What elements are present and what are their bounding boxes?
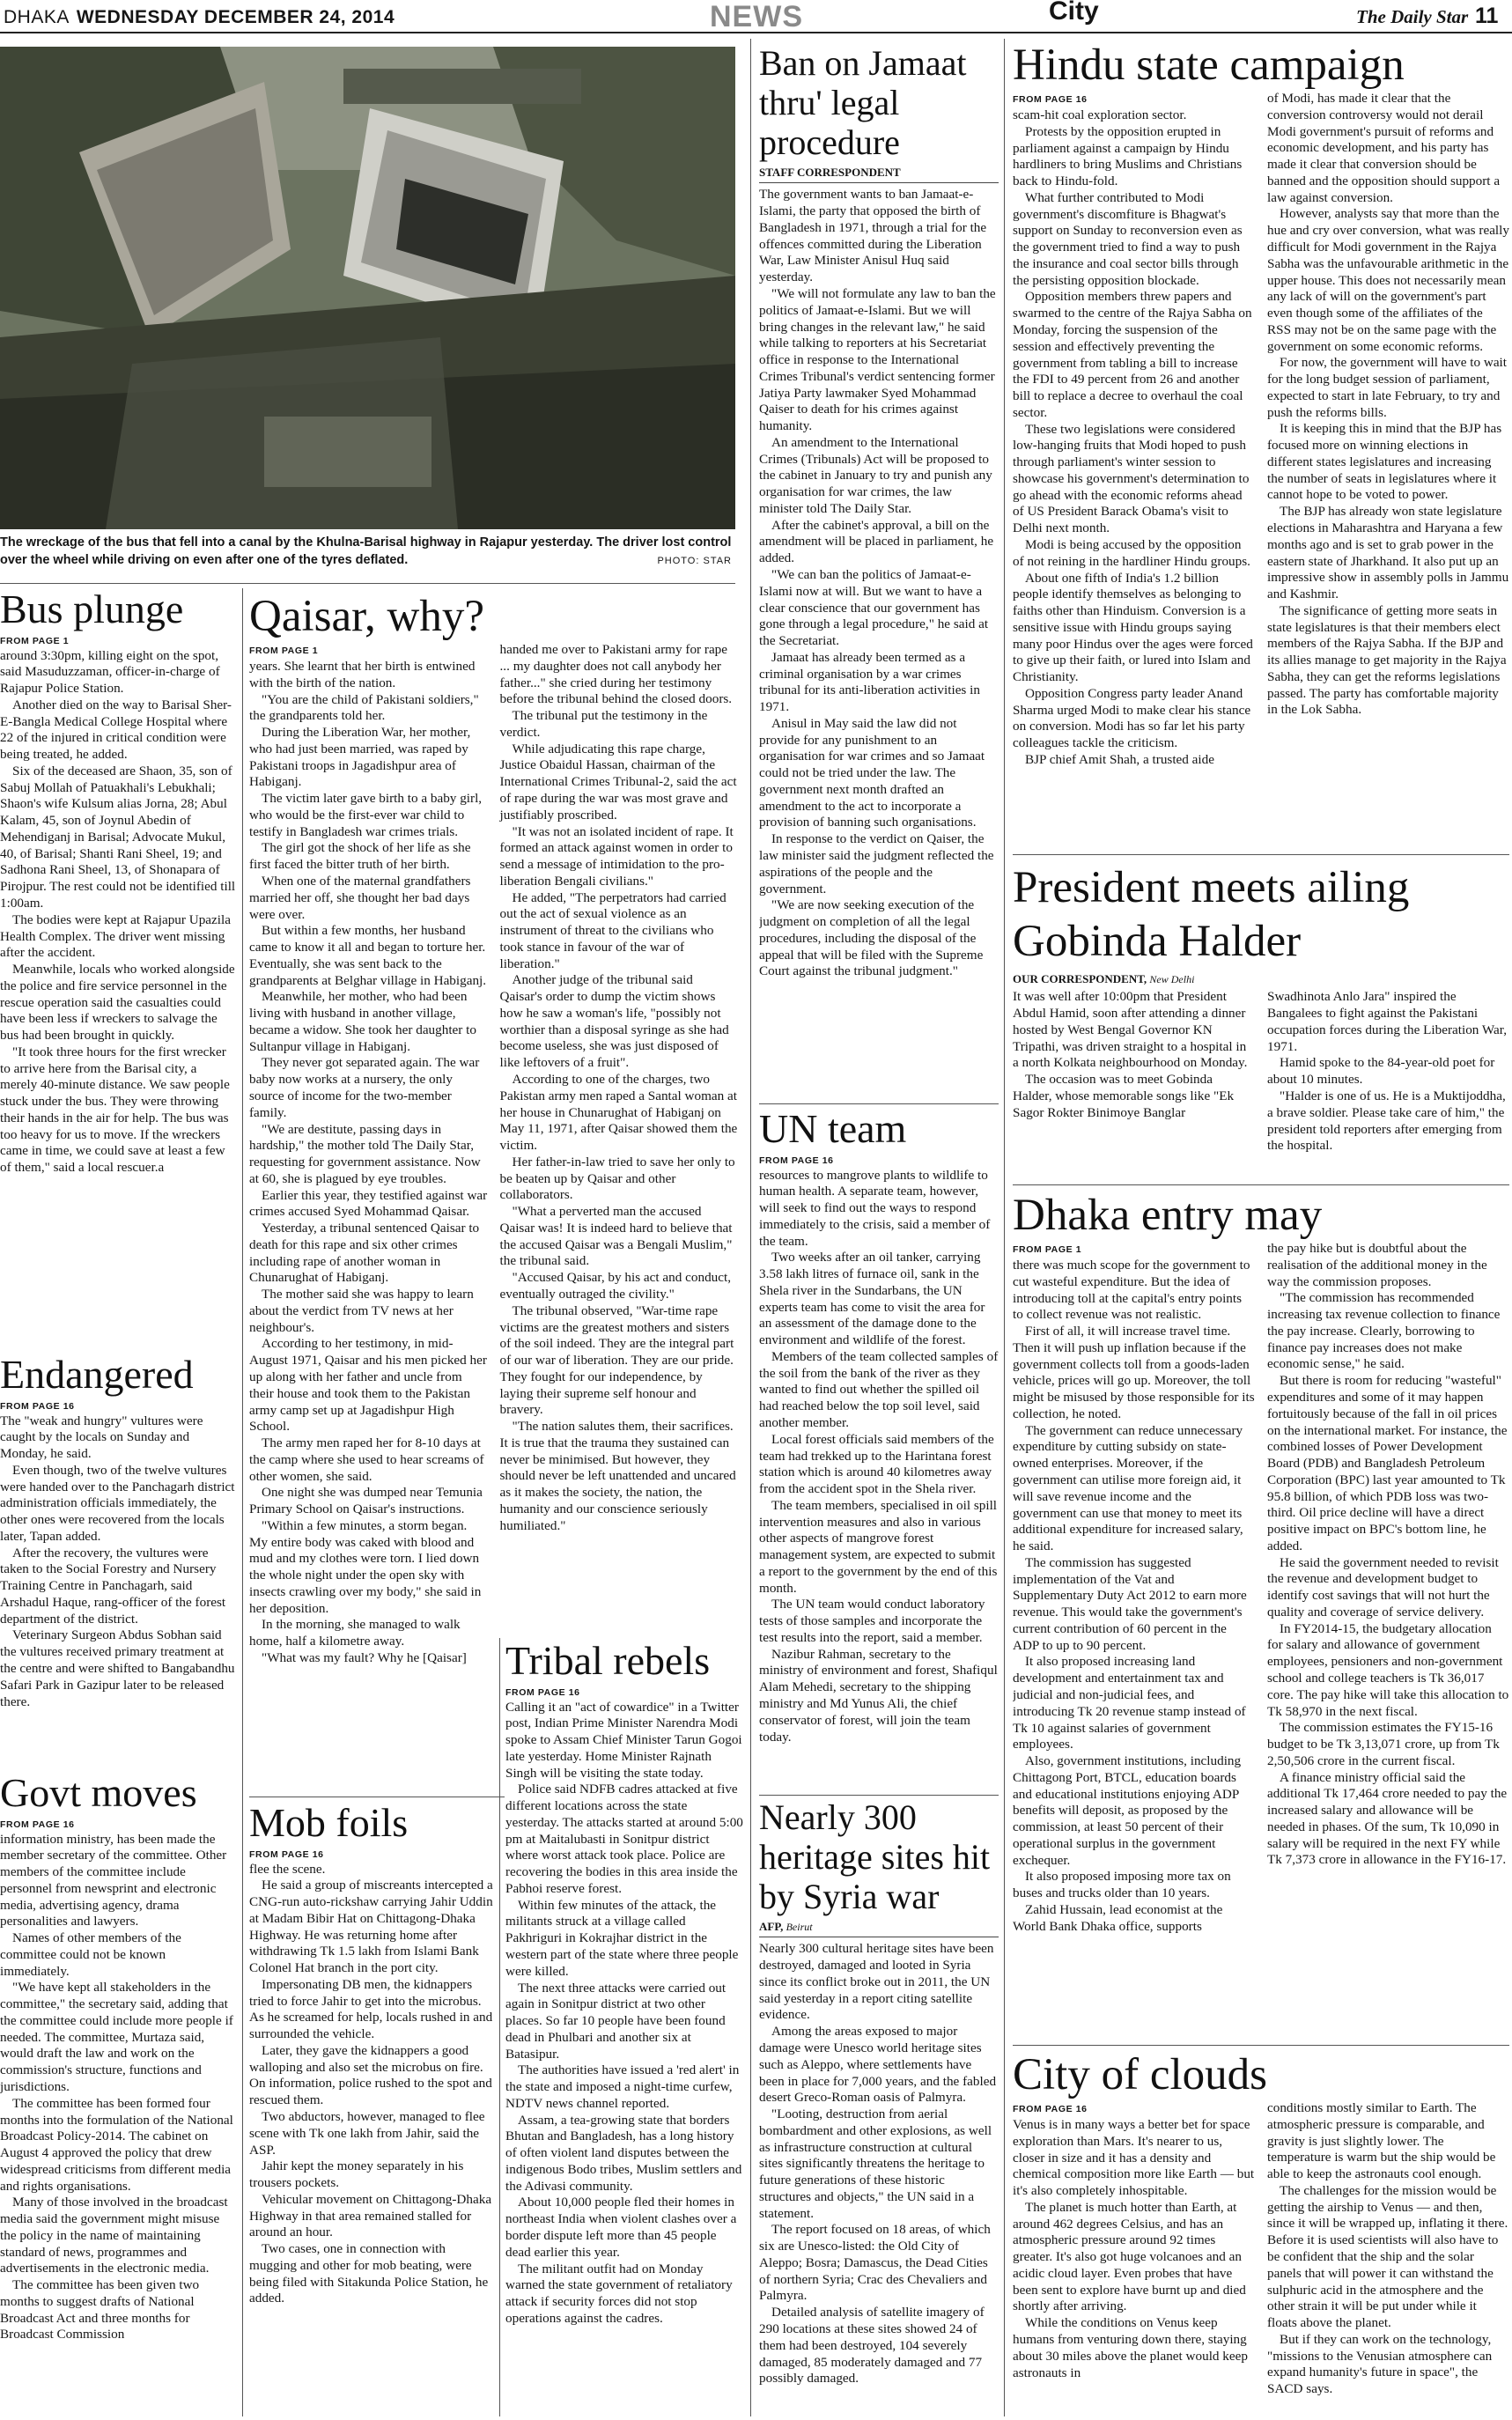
paragraph: The victim later gave birth to a baby girl, who would be the first-ever war child to testify in Bangladesh war crimes trials. (249, 791, 483, 839)
story-tribal-rebels (505, 1638, 743, 2416)
page-number: 11 (1475, 4, 1499, 28)
headline: Qaisar, why? (249, 592, 485, 641)
paragraph: scam-hit coal exploration sector. (1013, 107, 1187, 123)
paragraph: Opposition Congress party leader Anand Sharma urged Modi to make clear his stance on conversion. Modi has so far let his party colleagues tackle the criticism. (1013, 685, 1251, 751)
paragraph: "You are the child of Pakistani soldiers," the grandparents told her. (249, 691, 479, 724)
paragraph: there was much scope for the government to cut wasteful expenditure. But the idea of introducing toll at the capital's entry points to collect revenue was not realistic. (1013, 1258, 1250, 1323)
page-header (0, 0, 1512, 33)
story-body (759, 182, 999, 980)
paragraph: Anisul in May said the law did not provide for any punishment to an organisation for war crimes and so Jamaat could not be tried under the law. The government next month drafted an amendment to the act to incorporate a provision of banning such organisations. (759, 715, 985, 830)
paragraph: Another judge of the tribunal said Qaisar's order to dump the victim shows how he saw a woman's life, "possibly not worthier than a disposal syringe as she had become useless, she was just disposed of like leftovers of a fruit". (499, 972, 729, 1071)
story-rule (1013, 2045, 1509, 2046)
paragraph: Nazibur Rahman, secretary to the ministry of environment and forest, Shafiqul Alam Mehedi, secretary to the shipping ministry and Md Yunus Ali, the chief conservator of forest, will join the team today. (759, 1646, 998, 1745)
story-body (0, 1832, 236, 2344)
continuation-kicker: FROM PAGE 16 (759, 1155, 834, 1166)
story-body-column (1013, 91, 1255, 769)
headline: Nearly 300 heritage sites hit by Syria war (759, 1798, 991, 1916)
paragraph: Vehicular movement on Chittagong-Dhaka Highway in that area remained stalled for around an hour. (249, 2191, 492, 2240)
story-body-column (1267, 2100, 1509, 2398)
story-rule (1013, 854, 1509, 855)
story-president-meets-halder (1013, 861, 1509, 1168)
paragraph: BJP chief Amit Shah, a trusted aide (1025, 751, 1214, 767)
paragraph: handed me over to Pakistani army for rape ... my daughter does not call anybody her father..." she cried during her testimony before the tribunal behind the closed doors. (499, 642, 733, 707)
column-rule (242, 588, 243, 2416)
byline-place: New Delhi (1149, 973, 1195, 986)
continuation-kicker: FROM PAGE 16 (1013, 94, 1088, 106)
continuation-kicker: FROM PAGE 16 (1013, 2104, 1088, 2115)
paragraph: Two weeks after an oil tanker, carrying 3.58 lakh litres of furnace oil, sank in the Shela river in the Sundarbans, the UN experts team has come to visit the area for an assessment of the damage done to the environment and wildlife of the forest. (759, 1250, 985, 1348)
paragraph: "We have kept all stakeholders in the committee," the secretary said, adding that the committee could include more people if needed. The committee, Murtaza said, would draft the law and work on the commission's structure, functions and jurisdictions. (0, 1980, 233, 2094)
paragraph: "The nation salutes them, their sacrifices. It is true that the trauma they sustained can never be minimised. But however, they should never be left unattended and uncared as it makes the society, the nation, the humanity and our conscience seriously humiliated." (499, 1419, 736, 1533)
paragraph: It was well after 10:00pm that President Abdul Hamid, soon after attending a dinner hosted by West Bengal Governor KN Tripathi, was driven straight to a hospital in a north Kolkata neighbourhood on Monday. (1013, 989, 1248, 1071)
story-rule (1013, 1184, 1509, 1185)
paragraph: He said the government needed to revisit the revenue and development budget to identify cost savings that will not hurt the quality and coverage of service delivery. (1267, 1554, 1499, 1619)
story-mob-foils (249, 1800, 494, 2416)
paragraph: Yesterday, a tribunal sentenced Qaisar to death for this rape and six other crimes including rape of another woman in Chunarughat of Habiganj. (249, 1221, 480, 1286)
byline-author: OUR CORRESPONDENT, (1013, 972, 1147, 986)
paragraph: About 10,000 people fled their homes in northeast India when violent clashes over a border dispute left more than 45 people dead earlier this year. (505, 2195, 737, 2260)
paragraph: Another died on the way to Barisal Sher-E-Bangla Medical College Hospital where 22 of the injured in critical condition were being treated, he added. (0, 697, 232, 763)
paragraph: The mother said she was happy to learn about the verdict from TV news at her neighbour's. (249, 1287, 474, 1335)
paragraph: According to her testimony, in mid-August 1971, Qaisar and his men picked her up along with her father and uncle from their house and took them to the Pakistan army camp set up at Jagadishpur High School. (249, 1336, 487, 1435)
paragraph: The UN team would conduct laboratory tests of those samples and incorporate the test results into the report, said a member. (759, 1597, 985, 1645)
story-rule (759, 1795, 999, 1796)
continuation-kicker: FROM PAGE 1 (1013, 1244, 1082, 1256)
paragraph: The authorities have issued a 'red alert' in the state and imposed a night-time curfew, NDTV news channel reported. (505, 2062, 740, 2111)
news-photo-bus-wreckage (0, 47, 735, 529)
paragraph: Members of the team collected samples of the soil from the bank of the river as they wanted to find out whether the spilled oil had reached below the top soil level, said another member. (759, 1348, 999, 1430)
paragraph: Her father-in-law tried to save her only to be beaten up by Qaisar and other collaborators. (499, 1154, 735, 1203)
paragraph: Meanwhile, locals who worked alongside the police and fire service personnel in the rescue operation said the casualties could have been less if wreckers to salvage the bus had been brought in quickly. (0, 962, 235, 1044)
paragraph: around 3:30pm, killing eight on the spot, said Masuduzzaman, officer-in-charge of Rajapur Police Station. (0, 647, 220, 697)
story-dhaka-entry (1013, 1191, 1509, 2045)
paragraph: According to one of the charges, two Pakistan army men raped a Santal woman at her house in Chunarughat of Habiganj on May 11, 1971, after Qaisar showed them the victim. (499, 1072, 738, 1154)
paragraph: It also proposed imposing more tax on buses and trucks older than 10 years. (1013, 1869, 1231, 1901)
paragraph: "Accused Qaisar, by his act and conduct, eventually outraged the civility." (499, 1270, 732, 1302)
paragraph: Police said NDFB cadres attacked at five different locations across the state yesterday. The attacks started at around 5:00 pm at Maitalubasti in Sonitpur district where worst attack took place. Police are recovering the bodies in this area inside the Pabhoi reserve forest. (505, 1782, 743, 1896)
paragraph: The bodies were kept at Rajapur Upazila Health Complex. The driver went missing after the accident. (0, 911, 231, 961)
paragraph: The committee has been formed four months into the formulation of the National Broadcast Policy-2014. The cabinet on August 4 approved the policy that drew widespread criticisms from different media and rights organisations. (0, 2095, 233, 2194)
headline: Dhaka entry may (1013, 1191, 1323, 1240)
paragraph: Hamid spoke to the 84-year-old poet for about 10 minutes. (1267, 1055, 1495, 1088)
byline-place: Beirut (786, 1921, 813, 1934)
story-rule (759, 1103, 999, 1104)
paragraph: The commission has suggested implementation of the Vat and Supplementary Duty Act 2012 to earn more revenue. This would take the government's current contribution of 60 percent in the ADP to up to 90 percent. (1013, 1554, 1247, 1653)
story-hindu-campaign (1013, 41, 1509, 844)
story-city-of-clouds (1013, 2050, 1509, 2416)
photo-credit: PHOTO: STAR (657, 555, 732, 566)
paragraph: Earlier this year, they testified against war crimes accused Syed Mohammad Qaisar. (249, 1187, 488, 1220)
paragraph: But if they can work on the technology, "missions to the Venusian atmosphere can expand humanity's future in space", the SACD says. (1267, 2331, 1493, 2397)
paragraph: Calling it an "act of cowardice" in a Twitter post, Indian Prime Minister Narendra Modi spoke to Assam Chief Minister Tarun Gogoi late yesterday. Home Minister Rajnath Singh will be visiting the state today. (505, 1699, 742, 1781)
paragraph: The occasion was to meet Gobinda Halder, whose memorable songs like "Ek Sagor Rokter Binimoye Banglar (1013, 1072, 1235, 1120)
paragraph: conditions mostly similar to Earth. The atmospheric pressure is comparable, and gravity is just slightly lower. The temperature is warm but the ship would be able to keep the astronauts cool enough. (1267, 2100, 1496, 2182)
paragraph: Zahid Hussain, lead economist at the World Bank Dhaka office, supports (1013, 1901, 1223, 1934)
paragraph: the pay hike but is doubtful about the realisation of the additional money in the way the commission proposes. (1267, 1241, 1487, 1289)
headline: Govt moves (0, 1770, 197, 1815)
paragraph: In the morning, she managed to walk home, half a kilometre away. (249, 1617, 461, 1649)
continuation-kicker: FROM PAGE 16 (0, 1400, 75, 1412)
paragraph: It also proposed increasing land development and entertainment tax and judicial and non-judicial fees, and introducing Tk 20 revenue stamp instead of Tk 10 against salaries of government employees. (1013, 1654, 1246, 1752)
paragraph: In response to the verdict on Qaiser, the law minister said the judgment reflected the aspirations of the people and the government. (759, 831, 994, 896)
paragraph: "We will not formulate any law to ban the politics of Jamaat-e-Islami. But we will bring changes in the relevant law," he said while talking to reporters at his Secretariat office in response to the International Crimes Tribunal's verdict sentencing former Jatiya Party lawmaker Syed Mohammad Qaiser to death for his crimes against humanity. (759, 285, 996, 434)
headline: UN team (759, 1106, 907, 1151)
byline (1013, 972, 1509, 986)
story-body (759, 1168, 999, 1746)
paragraph: The government wants to ban Jamaat-e-Islami, the party that opposed the birth of Bangladesh in 1971, through a trial for the offences committed during the Liberation War, Law Minister Anisul Huq said yesterday. (759, 187, 987, 285)
story-body-column (1267, 989, 1509, 1155)
headline: City of clouds (1013, 2050, 1267, 2099)
paragraph: Later, they gave the kidnappers a good walloping and also set the microbus on fire. On information, police rushed to the spot and rescued them. (249, 2042, 492, 2108)
paragraph: Also, government institutions, including Chittagong Port, BTCL, education boards and educational institutions enjoying ADP benefits will deposit, as proposed by the commission, at least 50 percent of their operational surplus in the government exchequer. (1013, 1753, 1242, 1868)
paragraph: When one of the maternal grandfathers married her off, she thought her bad days were over. (249, 874, 471, 922)
paragraph: Two cases, one in connection with mugging and other for mob beating, were being filed with Sitakunda Police Station, he added. (249, 2241, 489, 2306)
paragraph: Six of the deceased are Shaon, 35, son of Sabuj Mollah of Patuakhali's Lebukhali; Shaon's wife Kulsum alias Jorna, 28; Abul Kalam, 45, son of Joynul Abedin of Mehendiganj in Barisal; Advocate Mukul, 40, of Barisal; Shanti Rani Sheel, 19; and Sadhona Rani Sheel, 13, of Shonapara of Pirojpur. The rest could not be identified till 1:00am. (0, 763, 236, 911)
story-body (759, 1937, 999, 2387)
paragraph: flee the scene. (249, 1861, 326, 1877)
paragraph: First of all, it will increase travel time. Then it will push up inflation because if the government collects toll from a goods-laden vehicle, prices will go up. Moreover, the toll might be misused by those responsible for its collection, he noted. (1013, 1324, 1255, 1421)
byline: STAFF CORRESPONDENT (759, 166, 901, 180)
paragraph: For now, the government will have to wait for the long budget session of parliament, expected to start in late February, to try and push the reforms bills. (1267, 355, 1507, 420)
paragraph: After the recovery, the vultures were taken to the Social Forestry and Nursery Training Centre in Panchagarh, said Arshadul Haque, rang-officer of the forest department of the district. (0, 1545, 226, 1627)
paragraph: Two abductors, however, managed to flee scene with Tk one lakh from Jahir, said the ASP. (249, 2109, 485, 2158)
story-govt-moves (0, 1770, 236, 2416)
paragraph: Among the areas exposed to major damage were Unesco world heritage sites such as Aleppo, where settlements have been in place for 7,000 years, and the fabled desert Greco-Roman oasis of Palmyra. (759, 2024, 997, 2106)
paragraph: years. She learnt that her birth is entwined with the birth of the nation. (249, 659, 476, 690)
story-syria-heritage (759, 1798, 999, 2416)
paragraph: What further contributed to Modi government's discomfiture is Bhagwat's support on Sunday to reconversion even as the government tried to find a way to push the insurance and coal sector bills through the persisting opposition blockade. (1013, 189, 1243, 288)
paragraph: Protests by the opposition erupted in parliament against a campaign by Hindu hardliners to bring Muslims and Christians back to Hindu-fold. (1013, 123, 1243, 189)
byline (759, 1920, 999, 1934)
paragraph: "What was my fault? Why he [Qaisar] (262, 1650, 467, 1665)
masthead-logo: The Daily Star (1356, 6, 1469, 27)
paragraph: "We are now seeking execution of the judgment on completion of all the legal procedures, including the disposal of the appeal that will be filed with the Supreme Court against the tribunal judgment." (759, 897, 984, 979)
story-jamaat-ban (759, 44, 999, 1096)
paragraph: But there is room for reducing "wasteful" expenditures and some of it may happen fortuitously because of the fall in oil prices on the international market. For instance, the combined losses of Power Development Board (PDB) and Bangladesh Petroleum Corporation (BPC) last year amounted to Tk 95.8 billion, of which PDB loss was two-third. Oil price decline will have a direct positive impact on BPC's bottom line, he added. (1267, 1373, 1508, 1553)
paragraph: An amendment to the International Crimes (Tribunals) Act will be proposed to the cabinet in January to try and punish any organisation for war crimes, the law minister told The Daily Star. (759, 434, 992, 516)
column-rule (1004, 39, 1005, 2416)
paragraph: information ministry, has been made the member secretary of the committee. Other members of the committee include personnel from newsprint and electronic media, advertising agency, drama personalities and lawyers. (0, 1831, 227, 1929)
paragraph: Jamaat has already been termed as a criminal organisation by a war crimes tribunal for its anti-liberation activities in 1971. (759, 649, 980, 715)
paragraph: Opposition members threw papers and swarmed to the centre of the Rajya Sabha on Monday, forcing the suspension of the session and effectively preventing the government from tabling a bill to increase the FDI to 49 percent from 26 and another bill to replace a decree to overhaul the coal sector. (1013, 289, 1252, 420)
paragraph: The commission estimates the FY15-16 budget to be Tk 3,13,071 crore, up from Tk 2,50,506 crore in the current fiscal. (1267, 1720, 1500, 1768)
paragraph: The significance of getting more seats in state legislatures is that their members elect members of the Rajya Sabha. If the BJP and its allies manage to get majority in the Rajya Sabha, they can get the reforms legislations passed. The party has comfortable majority in the Lok Sabha. (1267, 602, 1507, 718)
headline: Mob foils (249, 1800, 409, 1845)
byline-agency: AFP, (759, 1920, 784, 1934)
photo-caption-text: The wreckage of the bus that fell into a canal by the Khulna-Barisal highway in Rajapur yesterday. The driver lost control over the wheel while driving on even after one of the tyres deflated. (0, 535, 732, 567)
paragraph: resources to mangrove plants to wildlife to human health. A separate team, however, will seek to find out the ways to respond immediately to the crisis, said a member of the team. (759, 1167, 991, 1249)
story-body-column (500, 642, 739, 1667)
paragraph: Even though, two of the twelve vultures were handed over to the Panchagarh district administration officials immediately, the other ones were recovered from the locals later, Tapan added. (0, 1462, 235, 1544)
continuation-kicker: FROM PAGE 16 (249, 1848, 324, 1860)
paragraph: Nearly 300 cultural heritage sites have been destroyed, damaged and looted in Syria since its conflict broke out in 2011, the UN said yesterday in a report citing satellite evidence. (759, 1941, 994, 2023)
paragraph: However, analysts say that more than the hue and cry over conversion, what was really difficult for Modi government in the Rajya Sabha was the unfavourable arithmetic in the upper house. This does not necessarily mean any lack of will on the government's part even though some of the affiliates of the RSS may not be on the same page with the government on some economic reforms. (1267, 206, 1509, 354)
story-body-column (1013, 2100, 1255, 2398)
story-body-column (1267, 1241, 1509, 1935)
paragraph: "What a perverted man the accused Qaisar was! It is indeed hard to believe that the accused Qaisar was a Bengali Muslim," the tribunal said. (499, 1204, 733, 1269)
subsection-label: City (1049, 0, 1099, 26)
paragraph: It is keeping this in mind that the BJP has focused more on winning elections in different states legislatures and increasing the number of seats in legislatures where it cannot hope to be voted to power. (1267, 421, 1502, 503)
headline: Hindu state campaign (1013, 41, 1405, 90)
paragraph: The tribunal put the testimony in the verdict. (499, 708, 708, 740)
paragraph: "We are destitute, passing days in hardship," the mother told The Daily Star, requesting for government assistance. Now at 60, she is plagued by eye troubles. (249, 1121, 481, 1186)
paragraph: The militant outfit had on Monday warned the state government of retaliatory attack if security forces did not stop operations against the cadres. (505, 2261, 733, 2326)
paragraph: The army men raped her for 8-10 days at the camp where she used to hear screams of other women, she said. (249, 1435, 484, 1484)
continuation-kicker: FROM PAGE 16 (0, 1819, 75, 1830)
paragraph: The government can reduce unnecessary expenditure by cutting subsidy on state-owned enterprises. Moreover, if the government can utilise more foreign aid, it will save revenue income and the government can use that money to meet its additional expenditure for increased salary, he said. (1013, 1422, 1243, 1554)
paragraph: He said a group of miscreants intercepted a CNG-run auto-rickshaw carrying Jahir Uddin at Madam Bibir Hat on Chittagong-Dhaka Highway. He was returning home after withdrawing Tk 1.5 lakh from Islami Bank Colonel Hat branch in the port city. (249, 1878, 493, 1976)
paragraph: Many of those involved in the broadcast media said the government might misuse the policy in the name of maintaining standard of news, programmes and advertisements in the electronic media. (0, 2195, 228, 2276)
paragraph: Impersonating DB men, the kidnappers tried to force Jahir to get into the microbus. As he screamed for help, locals rushed in and surrounded the vehicle. (249, 1976, 493, 2042)
story-body (249, 1862, 494, 2308)
column-rule (499, 1638, 500, 2416)
paragraph: Detailed analysis of satellite imagery of 290 locations at these sites showed 24 of them had been destroyed, 104 severely damaged, 85 moderately damaged and 77 possibly damaged. (759, 2305, 985, 2387)
paragraph: The team members, specialised in oil spill intervention measures and also in various other aspects of mangrove forest management system, are expected to submit a report to the government by the end of this month. (759, 1497, 998, 1596)
story-qaisar-why (249, 592, 738, 1794)
paragraph: He added, "The perpetrators had carried out the act of sexual violence as an instrument of threat to the civilians who took stance in favour of the war of liberation." (499, 889, 726, 971)
paragraph: Veterinary Surgeon Abdus Sobhan said the vultures received primary treatment at the centre and were shifted to Bangabandhu Safari Park in Gazipur later to be released there. (0, 1627, 235, 1709)
paragraph: "It took three hours for the first wrecker to arrive here from the Barisal city, a merely 40-minute distance. We saw people stuck under the bus. They were throwing their hands in the air for help. The bus was too heavy for us to move. If the wreckers came in time, we could save at least a few of them," said a local rescuer.a (0, 1044, 230, 1176)
paragraph: But within a few months, her husband came to know it all and began to torture her. Eventually, she was sent back to the grandparents at Belghar village in Habiganj. (249, 923, 487, 988)
rule-under-photo (0, 583, 735, 584)
paragraph: About one fifth of India's 1.2 billion people identify themselves as belonging to faiths other than Hinduism. Conversion is a sensitive issue with Hindu groups saying many poor Hindus over the ages were forced to give up their faith, or lured into Islam and Christianity. (1013, 570, 1253, 685)
paragraph: A finance ministry official said the additional Tk 17,464 crore needed to pay the increased salary and allowance will be needed in phases. Of the sum, Tk 10,090 in salary will be required in the next FY while Tk 7,373 crore in allowance in the FY16-17. (1267, 1769, 1508, 1868)
continuation-kicker: FROM PAGE 1 (0, 635, 70, 646)
paragraph: The committee has been given two months to suggest drafts of National Broadcast Act and three months for Broadcast Commission (0, 2277, 200, 2343)
continuation-kicker: FROM PAGE 16 (505, 1686, 580, 1698)
paragraph: The BJP has already won state legislature elections in Maharashtra and Haryana a few months ago and is set to grab power in the eastern state of Jharkhand. It also put up an impressive show in assembly polls in Jammu and Kashmir. (1267, 504, 1509, 602)
paragraph: After the cabinet's approval, a bill on the amendment will be placed in parliament, he added. (759, 517, 994, 566)
story-body (0, 648, 236, 1177)
story-body (505, 1700, 743, 2328)
column-rule (750, 39, 751, 2416)
headline: Bus plunge (0, 587, 184, 631)
paragraph: Venus is in many ways a better bet for space exploration than Mars. It's nearer to us, closer in size and it has a density and chemical composition more like Earth — but it's also completely inhospitable. (1013, 2117, 1255, 2199)
paragraph: Names of other members of the committee could not be known immediately. (0, 1930, 181, 1979)
paragraph: The "weak and hungry" vultures were caught by the locals on Sunday and Monday, he said. (0, 1413, 203, 1462)
dateline (4, 7, 395, 28)
paragraph: The girl got the shock of her life as she first faced the bitter truth of her birth. (249, 840, 471, 873)
paragraph: The report focused on 18 areas, of which six are Unesco-listed: the Old City of Aleppo; Bosra; Damascus, the Dead Cities of northern Syria; Crac des Chevaliers and Palmyra. (759, 2222, 991, 2304)
dateline-date: WEDNESDAY DECEMBER 24, 2014 (76, 7, 395, 27)
paragraph: Modi is being accused by the opposition of not reining in the hardliner Hindu groups. (1013, 536, 1250, 569)
paragraph: Local forest officials said members of the team had trekked up to the Harintana forest station which is around 40 kilometres away from the accident spot in the Shela river. (759, 1431, 994, 1497)
story-endangered (0, 1352, 236, 1774)
paragraph: "It was not an isolated incident of rape. It formed an attack against women in order to send a message of intimidation to the pro-liberation Bengali civilians." (499, 823, 734, 889)
story-body (0, 1413, 236, 1711)
story-bus-plunge (0, 587, 236, 1339)
paragraph: These two legislations were considered low-hanging fruits that Modi hoped to push through parliament's winter session to showcase his government's determination to go ahead with the economic reforms ahead of US President Barack Obama's visit to Delhi next month. (1013, 421, 1250, 536)
paragraph: "We can ban the politics of Jamaat-e-Islami now at will. But we want to have a clear conscience that our government has gone through a legal procedure," he said at the Secretariat. (759, 567, 989, 649)
paragraph: While the conditions on Venus keep humans from venturing down there, staying about 30 miles above the planet would keep astronauts in (1013, 2315, 1248, 2380)
headline: Tribal rebels (505, 1638, 711, 1683)
paragraph: "Halder is one of us. He is a Muktijoddha, a brave soldier. Please take care of him," the president told reporters after emerging from the hospital. (1267, 1088, 1506, 1154)
story-body-column (1267, 91, 1509, 769)
paragraph: Assam, a tea-growing state that borders Bhutan and Bangladesh, has a long history of often violent land disputes between the indigenous Bodo tribes, Muslim settlers and the Adivasi community. (505, 2112, 742, 2194)
headline: Ban on Jamaat thru' legal procedure (759, 44, 967, 162)
paragraph: "Looting, destruction from aerial bombardment and other explosions, as well as infrastructure construction at cultural sites significantly threatens the heritage to future generations of these historic structures and objects," the UN said in a statement. (759, 2106, 992, 2221)
continuation-kicker: FROM PAGE 1 (249, 646, 319, 657)
section-label: NEWS (710, 0, 803, 33)
paragraph: The next three attacks were carried out again in Sonitpur district at two other places. So far 10 people have been found dead in Phulbari and another six at Batasipur. (505, 1980, 726, 2062)
story-body-column (1013, 1241, 1255, 1935)
story-body-column (1013, 989, 1255, 1155)
story-body-column (249, 642, 488, 1667)
paragraph: The tribunal observed, "War-time rape victims are the greatest mothers and sisters of the soil indeed. They are the integral part of our war of liberation. They are our pride. They fought for our independence, by laying their supreme self honour and bravery. (499, 1302, 734, 1418)
paragraph: "The commission has recommended increasing tax revenue collection to finance the pay increase. Clearly, borrowing to finance pay increases does not make economic sense," he said. (1267, 1290, 1501, 1372)
photo-caption (0, 534, 735, 569)
paragraph: of Modi, has made it clear that the conversion controversy would not derail Modi government's pursuit of reforms and economic development, and his party has made it clear that conversion should be banned and the opposition should support a law against conversion. (1267, 91, 1501, 205)
headline: President meets ailing Gobinda Halder (1013, 863, 1410, 967)
paragraph: The planet is much hotter than Earth, at around 462 degrees Celsius, and has an atmospheric pressure around 92 times greater. It's also got huge volcanoes and an acidic cloud layer. Even probes that have been sent to explore have burnt up and died shortly after arriving. (1013, 2199, 1246, 2314)
paragraph: Jahir kept the money separately in his trousers pockets. (249, 2158, 464, 2191)
paragraph: One night she was dumped near Temunia Primary School on Qaisar's instructions. (249, 1485, 483, 1517)
story-un-team (759, 1106, 999, 1789)
paragraph: Within few minutes of the attack, the militants struck at a village called Pakhriguri in Kokrajhar district in the western part of the state where three people were killed. (505, 1897, 739, 1979)
paragraph: In FY2014-15, the budgetary allocation for salary and allowance of government employees, pensioners and non-government school and college teachers is Tk 36,017 core. The pay hike will take this allocation to Tk 58,970 in the next fiscal. (1267, 1620, 1509, 1719)
paragraph: While adjudicating this rape charge, Justice Obaidul Hassan, chairman of the International Crimes Tribunal-2, said the act of rape during the war was most grave and justifiably proscribed. (499, 741, 737, 823)
paragraph: Meanwhile, her mother, who had been living with husband in another village, became a widow. She took her daughter to Sultanpur village in Habiganj. (249, 989, 476, 1054)
paragraph: "Within a few minutes, a storm began. My entire body was caked with blood and mud and my clothes were torn. I lied down the whole night under the open sky with insects crawling over my body," she said in her deposition. (249, 1517, 482, 1616)
headline: Endangered (0, 1352, 194, 1397)
paragraph: During the Liberation War, her mother, who had just been married, was raped by Pakistani troops in Jagadishpur area of Habiganj. (249, 725, 471, 790)
paragraph: They never got separated again. The war baby now works at a nursery, the only source of income for the two-member family. (249, 1055, 480, 1120)
paragraph: Swadhinota Anlo Jara" inspired the Bangalees to fight against the Pakistani occupation forces during the Liberation War, 1971. (1267, 989, 1508, 1054)
dateline-city: DHAKA (4, 7, 70, 27)
paragraph: The challenges for the mission would be getting the airship to Venus — and then, since it will be wrapped up, inflating it there. Before it is used scientists will also have to be confident that the ship and the solar panels that will power it can withstand the sulphuric acid in the atmosphere and the other strain it will be put under while it floats above the planet. (1267, 2182, 1508, 2331)
